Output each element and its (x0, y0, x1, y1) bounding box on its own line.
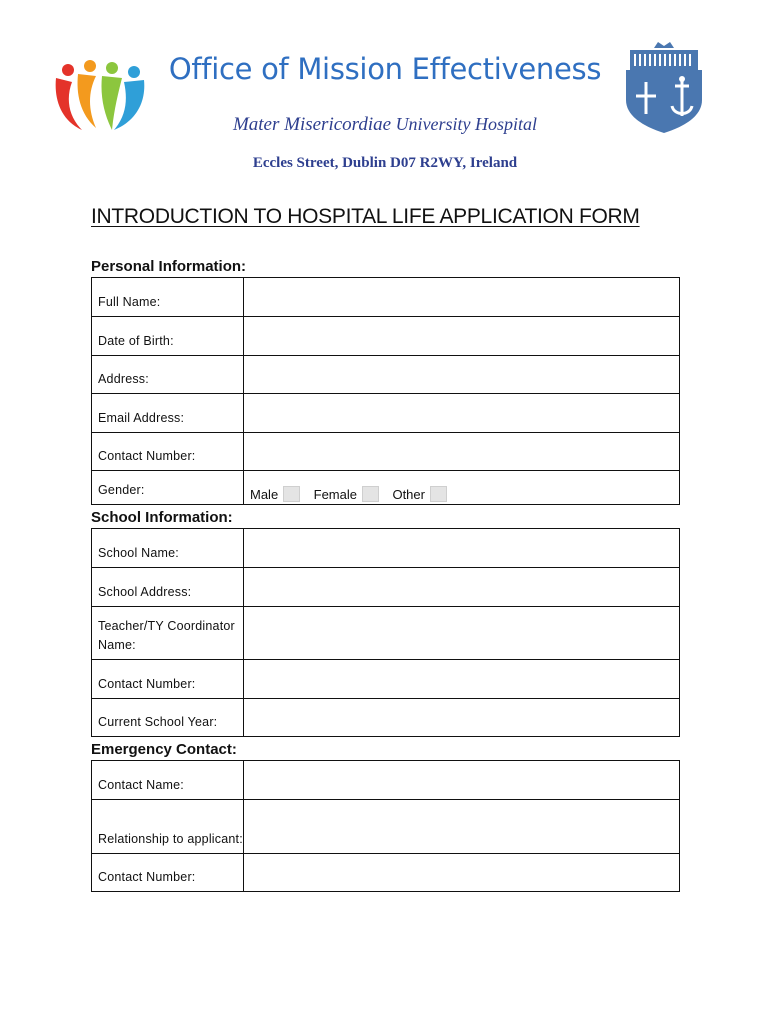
gender-options (244, 471, 680, 505)
hospital-name-italic: Mater Misericordiae (232, 114, 392, 135)
other-checkbox[interactable] (430, 486, 447, 502)
school-info-table (91, 528, 680, 737)
field-label-emergency-contact-number: Contact Number: (92, 854, 244, 892)
field-label-emergency-contact-name: Contact Name: (92, 761, 244, 800)
emergency-contact-number-field[interactable] (244, 854, 680, 892)
gender-female-label: Female (313, 486, 357, 502)
hospital-address: Eccles Street, Dublin D07 R2WY, Ireland (252, 155, 518, 171)
personal-info-table (91, 277, 680, 505)
gender-option-other[interactable] (392, 486, 450, 502)
school-contact-number-field[interactable] (244, 660, 680, 699)
field-label-school-name: School Name: (92, 529, 244, 568)
gender-option-male[interactable] (250, 486, 303, 502)
coordinator-name-field[interactable] (244, 607, 680, 660)
date-of-birth-field[interactable] (244, 317, 680, 356)
email-field[interactable] (244, 394, 680, 433)
contact-number-field[interactable] (244, 433, 680, 471)
school-address-field[interactable] (244, 568, 680, 607)
address-field[interactable] (244, 356, 680, 394)
field-label-address: Address: (92, 356, 244, 394)
emergency-contact-name-field[interactable] (244, 761, 680, 800)
field-label-contact-number: Contact Number: (92, 433, 244, 471)
full-name-field[interactable] (244, 278, 680, 317)
field-label-email: Email Address: (92, 394, 244, 433)
section-title-school: School Information: (91, 509, 233, 526)
male-checkbox[interactable] (283, 486, 300, 502)
gender-male-label: Male (250, 486, 279, 502)
hospital-name (0, 114, 770, 136)
female-checkbox[interactable] (362, 486, 379, 502)
field-label-date-of-birth: Date of Birth: (92, 317, 244, 356)
field-label-current-school-year: Current School Year: (92, 699, 244, 737)
current-school-year-field[interactable] (244, 699, 680, 737)
form-title: INTRODUCTION TO HOSPITAL LIFE APPLICATION FORM (91, 205, 640, 228)
hospital-name-rest: University Hospital (395, 114, 538, 134)
section-title-personal: Personal Information: (91, 258, 247, 275)
field-label-full-name: Full Name: (92, 278, 244, 317)
field-label-gender: Gender: (92, 471, 244, 505)
field-label-relationship: Relationship to applicant: (92, 800, 244, 854)
field-label-school-contact-number: Contact Number: (92, 660, 244, 699)
gender-option-female[interactable] (314, 486, 382, 502)
section-title-emergency: Emergency Contact: (91, 741, 237, 758)
emergency-contact-table (91, 760, 680, 892)
field-label-school-address: School Address: (92, 568, 244, 607)
field-label-coordinator-name: Teacher/TY Coordinator Name: (92, 607, 244, 660)
gender-other-label: Other (392, 486, 425, 502)
school-name-field[interactable] (244, 529, 680, 568)
org-title: Office of Mission Effectiveness (168, 52, 602, 86)
relationship-field[interactable] (244, 800, 680, 854)
